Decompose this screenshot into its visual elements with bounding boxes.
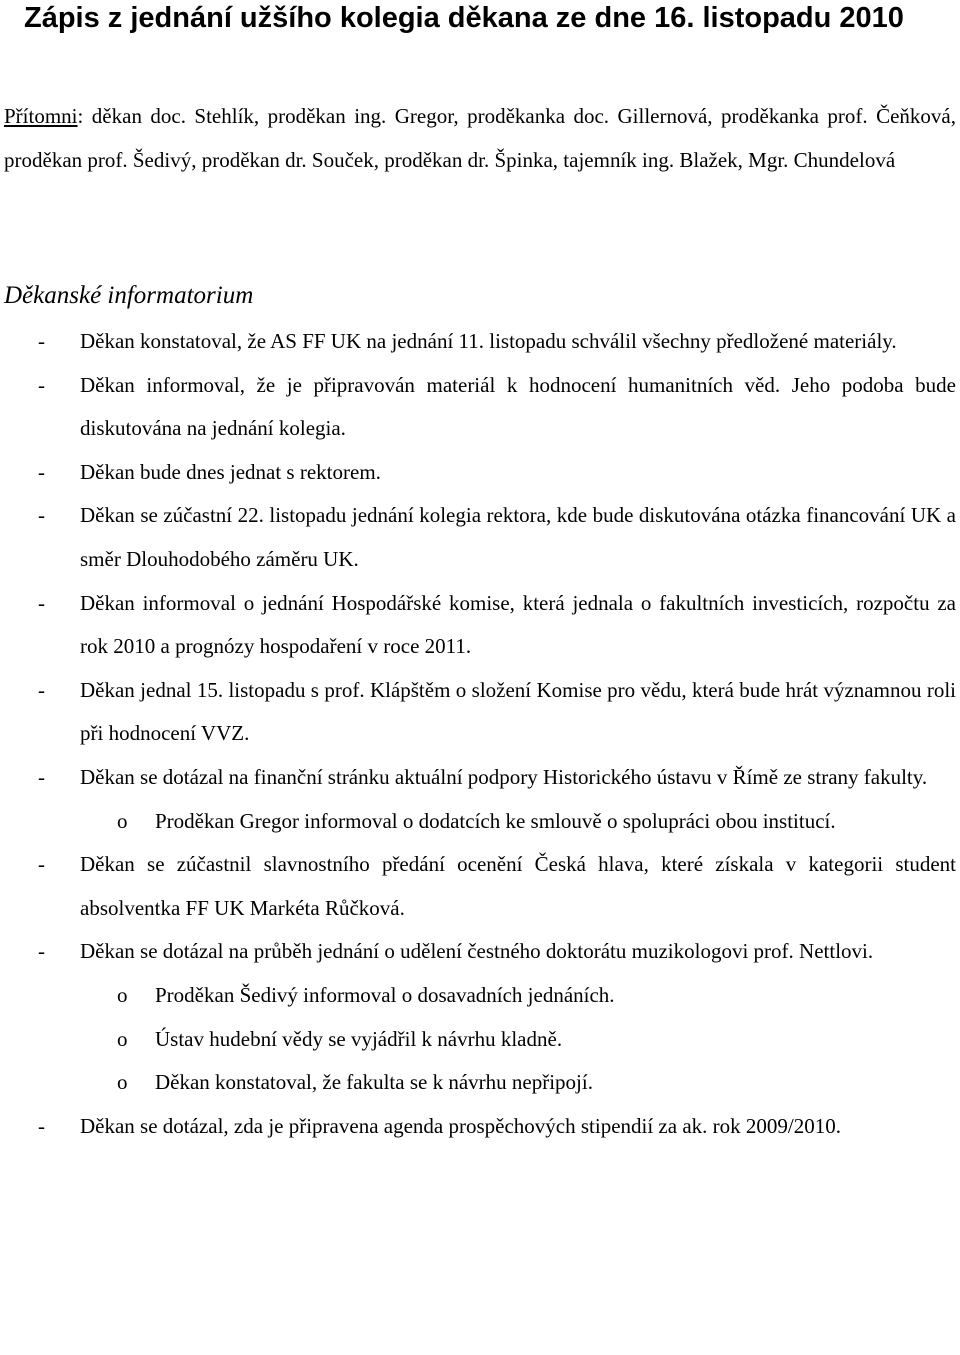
sub-bullet-marker: o [117,1026,128,1051]
sub-item [0,800,960,844]
dash-marker: - [38,590,45,615]
dash-marker: - [38,329,45,353]
list-item [0,494,960,581]
list-item [0,669,960,756]
list-item [0,320,960,364]
list-item-text: Děkan konstatoval, že AS FF UK na jednání 11. listopadu schválil všechny předložené materiály. [80,329,897,353]
list-item [0,1105,960,1149]
dash-marker: - [38,764,45,789]
list-item-text: Děkan se zúčastnil slavnostního předání ocenění Česká hlava, které získala v kategorii student absolventka FF UK Markéta Růčková. [80,852,956,920]
sub-bullet-marker: o [117,808,128,833]
dash-marker: - [38,1113,45,1138]
dash-marker: - [38,852,45,877]
list-item [0,364,960,451]
list-item [0,582,960,669]
list-item-text: Děkan se dotázal, zda je připravena agenda prospěchových stipendií za ak. rok 2009/2010. [80,1113,841,1138]
list-item-text: Děkan informoval, že je připravován materiál k hodnocení humanitních věd. Jeho podoba bude diskutována na jednání kolegia. [80,372,956,441]
list-item-text: Děkan bude dnes jednat s rektorem. [80,459,381,484]
sub-item-text: Děkan konstatoval, že fakulta se k návrhu nepřipojí. [155,1070,593,1095]
sub-item [0,1061,960,1105]
list-item [0,756,960,800]
list-item-text: Děkan jednal 15. listopadu s prof. Klápštěm o složení Komise pro vědu, která bude hrát významnou roli při hodnocení VVZ. [80,677,956,746]
list-item-text: Děkan se dotázal na finanční stránku aktuální podpory Historického ústavu v Římě ze strany fakulty. [80,764,928,789]
dash-marker: - [38,459,45,484]
sub-item-text: Ústav hudební vědy se vyjádřil k návrhu kladně. [155,1026,563,1051]
list-item [0,843,960,930]
document-title: Zápis z jednání užšího kolegia děkana ze dne 16. listopadu 2010 [24,2,904,34]
attendance-label: Přítomni [4,104,78,128]
list-item-text: Děkan se zúčastní 22. listopadu jednání kolegia rektora, kde bude diskutována otázka financování UK a směr Dlouhodobého záměru UK. [80,503,956,571]
list-item-text: Děkan se dotázal na průběh jednání o udělení čestného doktorátu muzikologovi prof. Nettlovi. [80,939,874,964]
list-item-text: Děkan informoval o jednání Hospodářské komise, která jednala o fakultních investicích, rozpočtu za rok 2010 a prognózy hospodaření v roce 2011. [80,590,956,659]
dash-marker: - [38,372,45,397]
dash-marker: - [38,503,45,528]
minutes-list [0,320,960,1148]
attendance-paragraph [4,95,956,182]
list-item [0,930,960,974]
sub-item [0,1018,960,1062]
list-item [0,451,960,495]
sub-item-text: Proděkan Šedivý informoval o dosavadních jednáních. [155,982,615,1007]
sub-item [0,974,960,1018]
attendance-text: : děkan doc. Stehlík, proděkan ing. Gregor, proděkanka doc. Gillernová, proděkanka prof. Čeňková, proděkan prof. Šedivý, proděkan dr. Souček, proděkan dr. Špinka, tajemník ing. Blažek, Mgr. Chundelová [4,104,956,172]
dash-marker: - [38,939,45,964]
sub-item-text: Proděkan Gregor informoval o dodatcích ke smlouvě o spolupráci obou institucí. [155,808,836,833]
sub-bullet-marker: o [117,982,128,1007]
section-heading: Děkanské informatorium [4,282,254,309]
sub-bullet-marker: o [117,1070,128,1095]
dash-marker: - [38,677,45,702]
